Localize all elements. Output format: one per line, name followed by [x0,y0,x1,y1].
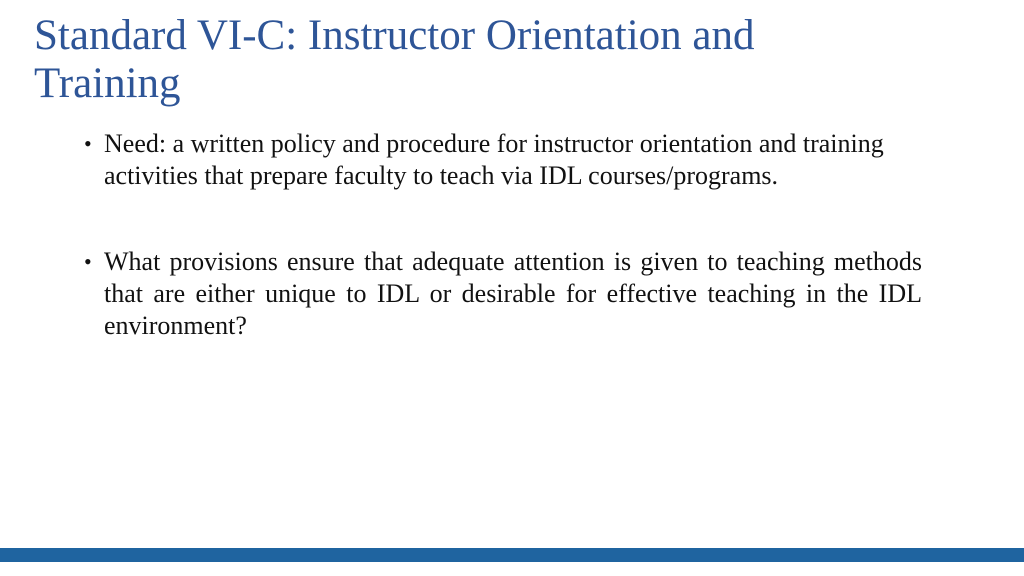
bullet-marker: • [84,131,92,156]
bullet-marker: • [84,249,92,274]
footer-bar [0,548,1024,562]
bullet-item-need [84,128,924,192]
slide-title: Standard VI-C: Instructor Orientation and Training [34,12,755,107]
bullet-list [84,128,924,342]
bullet-item-question [84,246,924,342]
bullet-text: Need: a written policy and procedure for instructor orientation and training activities that prepare faculty to teach via IDL courses/programs. [104,129,884,190]
bullet-text: What provisions ensure that adequate attention is given to teaching methods that are either unique to IDL or desirable for effective teaching in the IDL environment? [104,247,922,340]
